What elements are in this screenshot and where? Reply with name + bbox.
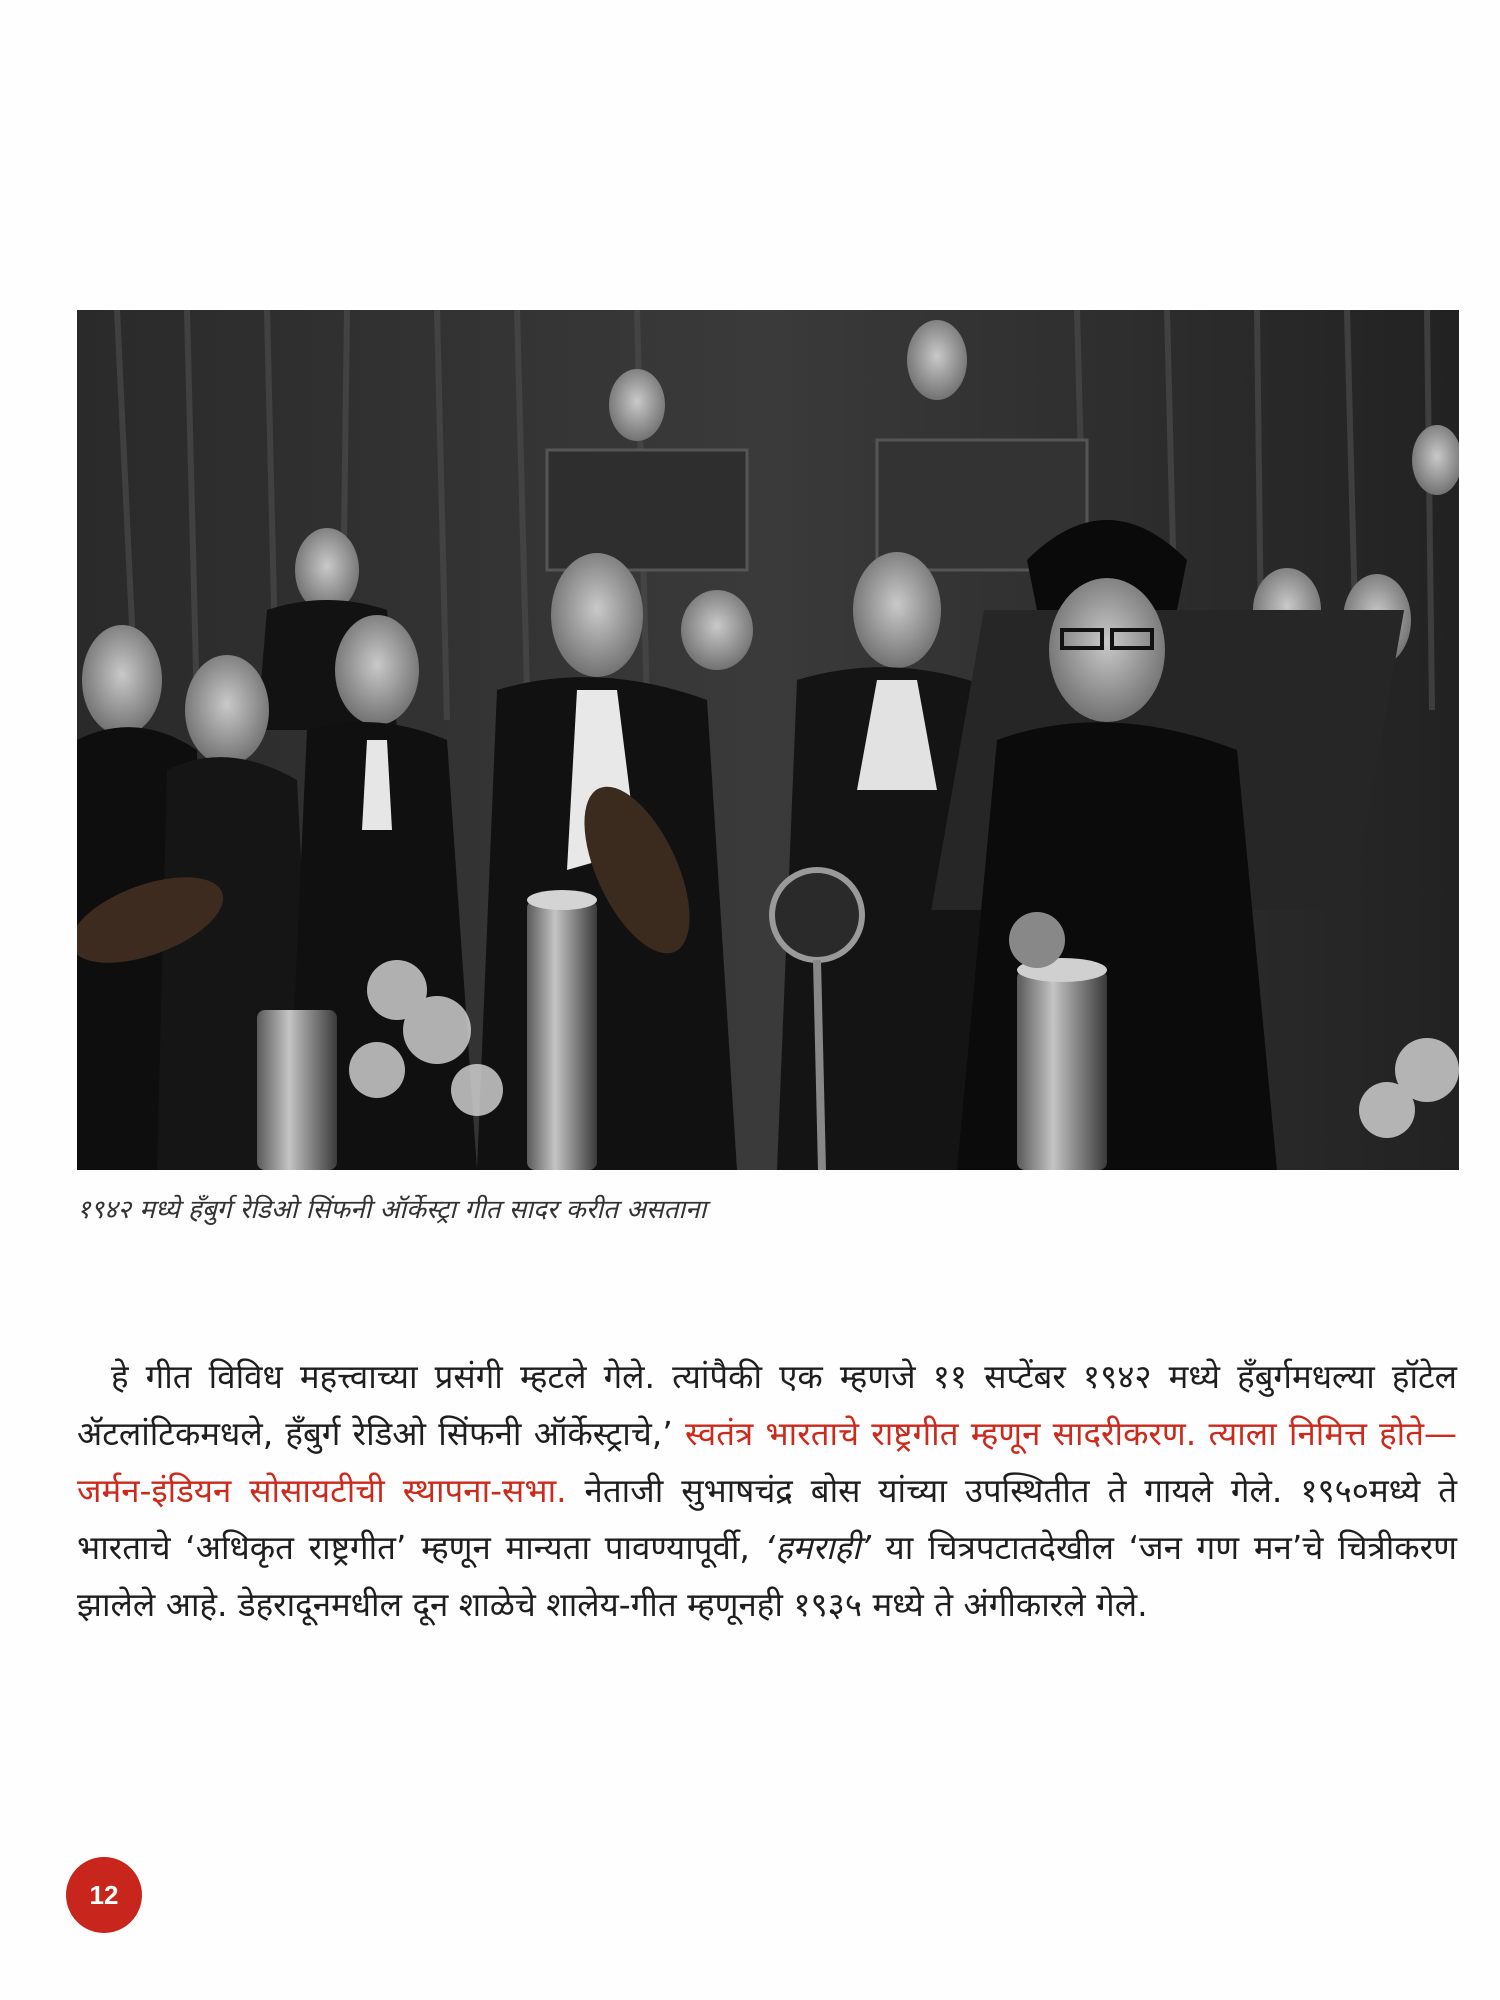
historical-photo [77,310,1459,1170]
film-title: ‘हमराही’ [764,1528,871,1567]
body-paragraph [77,1348,1457,1633]
photo-caption: १९४२ मध्ये हॅंबुर्ग रेडिओ सिंफनी ऑर्केस्ट्रा गीत सादर करीत असताना [77,1195,707,1225]
page-number-badge: 12 [66,1857,142,1933]
paragraph-text: नेताजी सुभाषचंद्र बोस यांच्या उपस्थितीत ते गायले गेले. १९५०मध्ये ते भारताचे ‘अधिकृत राष्ट्रगीत’ म्हणून मान्यता पावण्यापूर्वी, [77,1471,1457,1567]
orchestra-photo-illustration [77,310,1459,1170]
paragraph-text: हे गीत विविध महत्त्वाच्या प्रसंगी म्हटले गेले. त्यांपैकी एक म्हणजे ११ सप्टेंबर १९४२ मध्ये हॅंबुर्गमधल्या हॉटेल ॲटलांटिकमधले, हॅंबुर्ग रेडिओ सिंफनी ऑर्केस्ट्राचे,’ [77,1357,1457,1453]
paragraph-text: या चित्रपटातदेखील ‘जन गण मन’चे चित्रीकरण झालेले आहे. डेहरादूनमधील दून शाळेचे शालेय-गीत म्हणूनही १९३५ मध्ये ते अंगीकारले गेले. [77,1528,1457,1624]
highlighted-text: स्वतंत्र भारताचे राष्ट्रगीत म्हणून सादरीकरण. त्याला निमित्त होते— जर्मन-इंडियन सोसायटीची स्थापना-सभा. [77,1414,1457,1510]
